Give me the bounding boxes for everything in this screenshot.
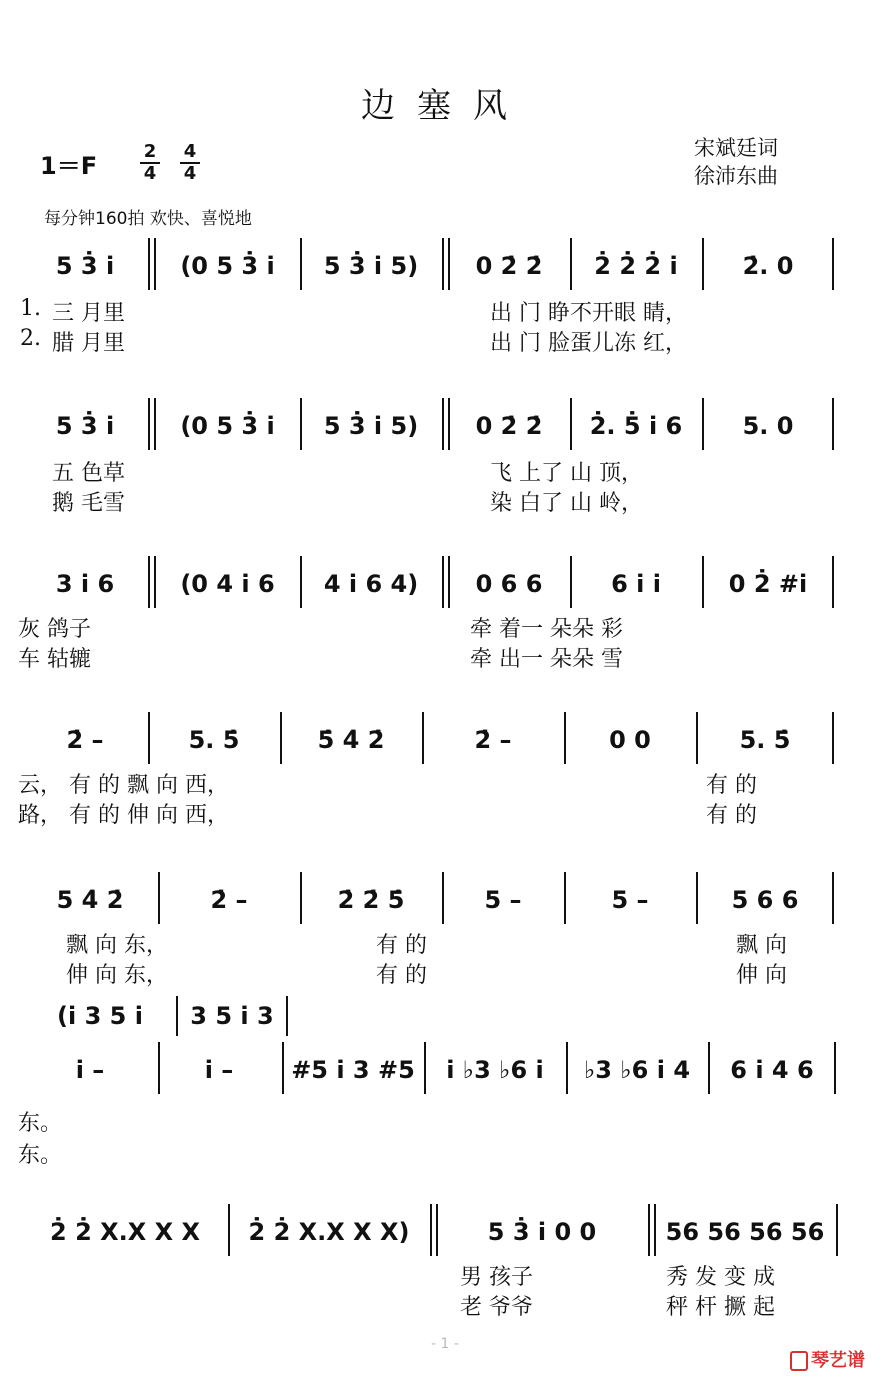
measure: 5 6 6 — [731, 886, 799, 914]
composer: 徐沛东曲 — [694, 164, 778, 188]
measure: #5 i̇ 3 #5 — [291, 1056, 415, 1084]
staff-row-6 — [30, 1048, 850, 1092]
measure: 0 0 — [609, 726, 651, 754]
measure: 5 – — [611, 886, 649, 914]
measure: 2̇. 0 — [742, 252, 794, 280]
measure: i̇ – — [204, 1056, 234, 1084]
tempo-marking: 每分钟160拍 欢快、喜悦地 — [44, 209, 252, 229]
staff-row-5 — [30, 878, 850, 922]
lyrics-verse-2: 老 爷爷 秤 杆 撅 起 — [460, 1295, 775, 1320]
measure: 2̇ – — [210, 886, 248, 914]
watermark: 琴艺谱 — [790, 1346, 865, 1372]
lyrics-verse-1: 东。 — [18, 1111, 63, 1136]
measure: 5 – — [484, 886, 522, 914]
measure: (0 5 3̇ i̇ — [180, 412, 275, 440]
watermark-logo-icon — [790, 1351, 808, 1371]
key-signature: 1＝F — [40, 152, 98, 180]
measure: 6 i̇ 4 6 — [730, 1056, 814, 1084]
measure: 0 2̇ #i̇ — [728, 570, 808, 598]
measure: 5 3̇ i̇ 5) — [323, 252, 419, 280]
measure: 5 3̇ i̇ — [55, 252, 115, 280]
measure: 2̇. 5̇ i̇ 6 — [589, 412, 683, 440]
time-signature-1: 2 4 — [140, 143, 160, 183]
measure: 2̇ 2̇ 5̇ — [337, 886, 405, 914]
measure: (0 5 3̇ i̇ — [180, 252, 275, 280]
measure: 5 3̇ i̇ 5) — [323, 412, 419, 440]
lyrics-verse-2: 东。 — [18, 1143, 63, 1168]
measure: 5 4̇ 2̇ — [56, 886, 124, 914]
measure: 2̇ 2̇ 2̇ i̇ — [594, 252, 678, 280]
measure: 5. 0 — [742, 412, 794, 440]
measure: 3 5 i̇ 3 — [190, 1002, 274, 1030]
lyrics-verse-1: 1. 三 月里 出 门 睁不开眼 睛， — [20, 296, 687, 326]
measure: 5 3̇ i̇ — [55, 412, 115, 440]
staff-row-2 — [30, 404, 850, 448]
measure: i̇ ♭3 ♭6 i̇ — [446, 1056, 544, 1084]
measure: (0 4 i̇ 6 — [180, 570, 275, 598]
measure: 0 2̇ 2̇ — [475, 412, 543, 440]
measure: 2̇ – — [66, 726, 104, 754]
measure: 5. 5̇ — [188, 726, 240, 754]
page-number: - 1 - — [431, 1336, 459, 1352]
lyrics-verse-1: 五 色草 飞 上了 山 顶， — [52, 461, 643, 486]
measure: 5 3̇ i̇ 0 0 — [487, 1218, 597, 1246]
measure: 6 i̇ i̇ — [611, 570, 661, 598]
song-title: 边塞风 — [361, 86, 529, 126]
measure: 0 6 6 — [475, 570, 543, 598]
measure: 2̇ 2̇ X.X X X — [50, 1218, 200, 1246]
lyrics-verse-2: 路， 有 的 伸 向 西， 有 的 — [18, 803, 757, 828]
staff-row-3 — [30, 562, 850, 606]
staff-row-4 — [30, 718, 850, 762]
lyrics-verse-1: 飘 向 东， 有 的 飘 向 — [66, 933, 787, 958]
measure: 2̇ 2̇ X.X X X) — [248, 1218, 410, 1246]
accompaniment-row — [30, 996, 290, 1036]
measure: 2̇ – — [474, 726, 512, 754]
measure: i̇ – — [75, 1056, 105, 1084]
lyrics-verse-1: 男 孩子 秀 发 变 成 — [460, 1265, 775, 1290]
measure: 3 i̇ 6 — [55, 570, 115, 598]
measure: 5̇ 4̇ 2̇ — [317, 726, 385, 754]
lyricist: 宋斌廷词 — [694, 136, 778, 160]
lyrics-verse-2: 鹅 毛雪 染 白了 山 岭， — [52, 491, 643, 516]
measure: 5. 5̇ — [739, 726, 791, 754]
measure: 0 2̇ 2̇ — [475, 252, 543, 280]
staff-row-7 — [30, 1210, 850, 1254]
measure: ♭3 ♭6 i̇ 4 — [583, 1056, 691, 1084]
staff-row-1 — [30, 244, 850, 288]
measure: 56 56 56 56 — [665, 1218, 825, 1246]
lyrics-verse-1: 云， 有 的 飘 向 西， 有 的 — [18, 773, 757, 798]
lyrics-verse-1: 灰 鸽子 牵 着一 朵朵 彩 — [18, 617, 623, 642]
lyrics-verse-2: 车 轱辘 牵 出一 朵朵 雪 — [18, 647, 623, 672]
lyrics-verse-2: 伸 向 东， 有 的 伸 向 — [66, 963, 787, 988]
measure: (i̇ 3 5 i̇ — [57, 1002, 143, 1030]
lyrics-verse-2: 2. 腊 月里 出 门 脸蛋儿冻 红， — [20, 326, 687, 356]
time-signature-2: 4 4 — [180, 143, 200, 183]
measure: 4 i̇ 6 4) — [323, 570, 419, 598]
